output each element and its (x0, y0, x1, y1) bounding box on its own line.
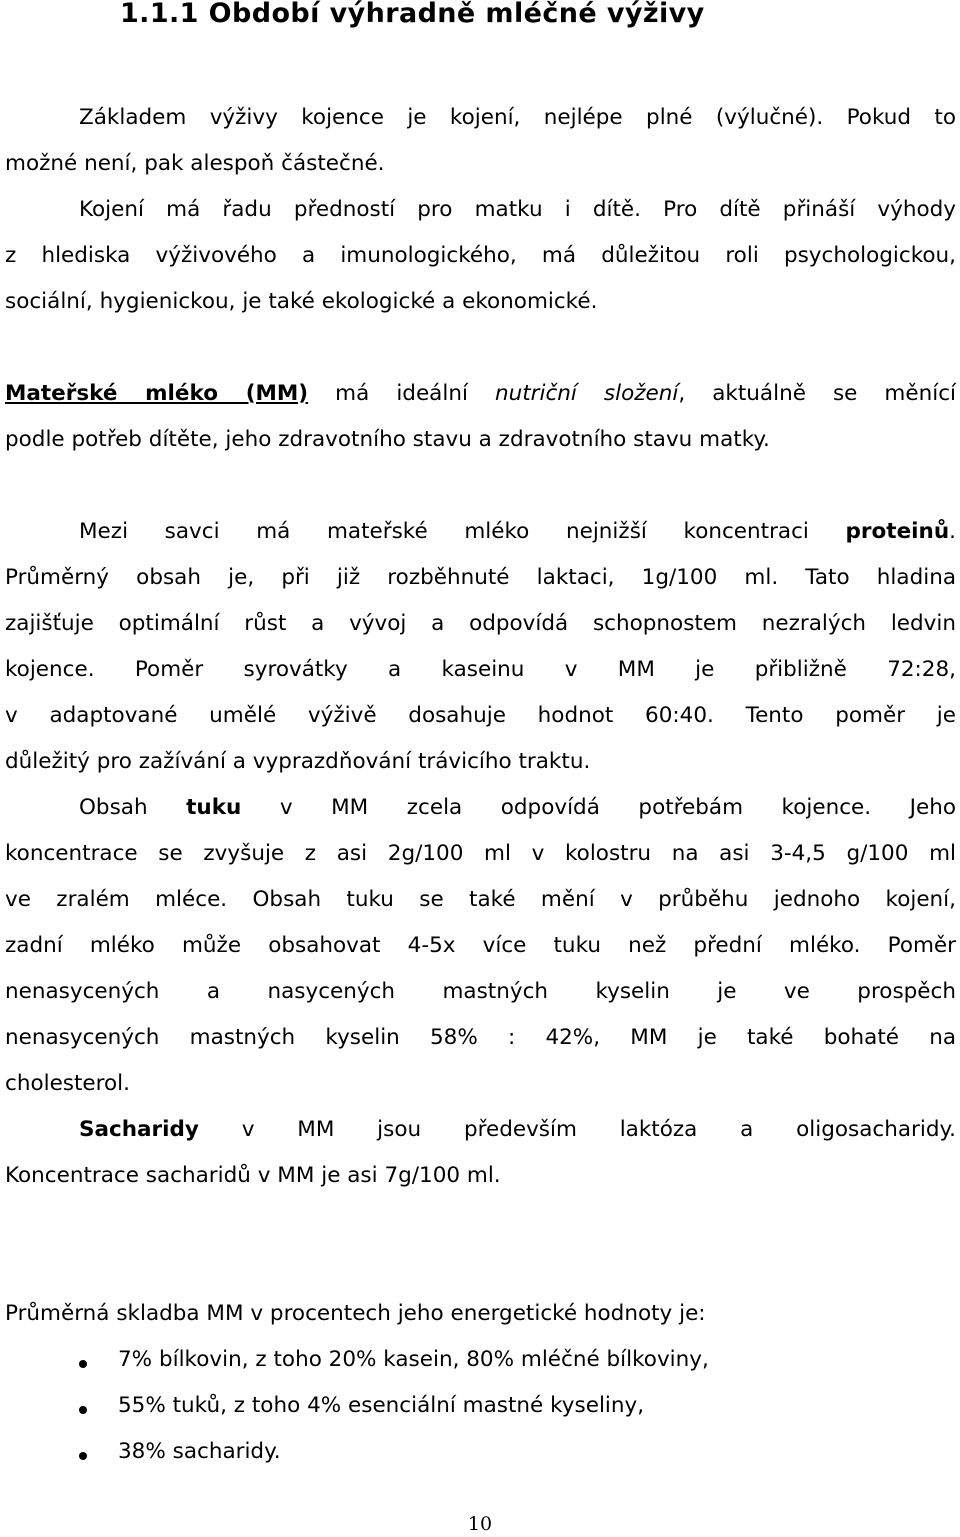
paragraph-4-line-2: Průměrný obsah je, při již rozběhnuté laktaci, 1g/100 ml. Tato hladina (5, 565, 956, 590)
paragraph-2-line-1: Kojení má řadu předností pro matku i dítě. Pro dítě přináší výhody (79, 197, 956, 222)
paragraph-3-line-2: podle potřeb dítěte, jeho zdravotního stavu a zdravotního stavu matky. (5, 427, 770, 452)
text-segment: v MM jsou především laktóza a oligosacharidy. (198, 1117, 956, 1142)
term-materske-mleko: Mateřské mléko (MM) (5, 381, 309, 406)
paragraph-5-line-1 (79, 793, 956, 823)
bullet-icon (79, 1360, 87, 1368)
list-item-text: 55% tuků, z toho 4% esenciální mastné kyseliny, (118, 1393, 645, 1418)
bullet-icon (79, 1406, 87, 1414)
paragraph-6-line-1 (79, 1115, 956, 1145)
paragraph-5-line-6: nenasycených mastných kyselin 58% : 42%, MM je také bohaté na (5, 1025, 956, 1050)
paragraph-4-line-3: zajišťuje optimální růst a vývoj a odpovídá schopnostem nezralých ledvin (5, 611, 956, 636)
list-item-text: 38% sacharidy. (118, 1439, 281, 1464)
text-segment: Obsah (79, 795, 187, 820)
paragraph-3-line-1 (5, 379, 956, 409)
text-segment: v MM zcela odpovídá potřebám kojence. Jeho (241, 795, 956, 820)
text-segment: má ideální (308, 381, 495, 406)
text-segment: Mezi savci má mateřské mléko nejnižší koncentraci (79, 519, 846, 544)
list-intro: Průměrná skladba MM v procentech jeho energetické hodnoty je: (5, 1301, 706, 1326)
bullet-icon (79, 1452, 87, 1460)
paragraph-1-line-2: možné není, pak alespoň částečné. (5, 151, 385, 176)
list-item-text: 7% bílkovin, z toho 20% kasein, 80% mléčné bílkoviny, (118, 1347, 709, 1372)
paragraph-4-line-5: v adaptované umělé výživě dosahuje hodnot 60:40. Tento poměr je (5, 703, 956, 728)
paragraph-6-line-2: Koncentrace sacharidů v MM je asi 7g/100 ml. (5, 1163, 501, 1188)
paragraph-2-line-3: sociální, hygienickou, je také ekologické a ekonomické. (5, 289, 598, 314)
paragraph-5-line-2: koncentrace se zvyšuje z asi 2g/100 ml v kolostru na asi 3-4,5 g/100 ml (5, 841, 956, 866)
paragraph-4-line-4: kojence. Poměr syrovátky a kaseinu v MM je přibližně 72:28, (5, 657, 956, 682)
paragraph-1-line-1: Základem výživy kojence je kojení, nejlépe plné (výlučné). Pokud to (79, 105, 956, 130)
text-segment: , aktuálně se měnící (678, 381, 956, 406)
paragraph-2-line-2: z hlediska výživového a imunologického, má důležitou roli psychologickou, (5, 243, 956, 268)
paragraph-5-line-4: zadní mléko může obsahovat 4-5x více tuku než přední mléko. Poměr (5, 933, 956, 958)
section-heading: 1.1.1 Období výhradně mléčné výživy (120, 0, 705, 29)
paragraph-4-line-1 (79, 517, 956, 547)
page-number: 10 (467, 1513, 493, 1535)
paragraph-5-line-3: ve zralém mléce. Obsah tuku se také mění v průběhu jednoho kojení, (5, 887, 956, 912)
text-segment: . (949, 519, 956, 544)
paragraph-4-line-6: důležitý pro zažívání a vyprazdňování trávicího traktu. (5, 749, 591, 774)
term-proteinu: proteinů (845, 519, 950, 544)
term-sacharidy: Sacharidy (79, 1117, 199, 1142)
emphasis-nutricni-slozeni: nutriční složení (494, 381, 679, 406)
term-tuku: tuku (186, 795, 242, 820)
paragraph-5-line-5: nenasycených a nasycených mastných kyselin je ve prospěch (5, 979, 956, 1004)
paragraph-5-line-7: cholesterol. (5, 1071, 130, 1096)
